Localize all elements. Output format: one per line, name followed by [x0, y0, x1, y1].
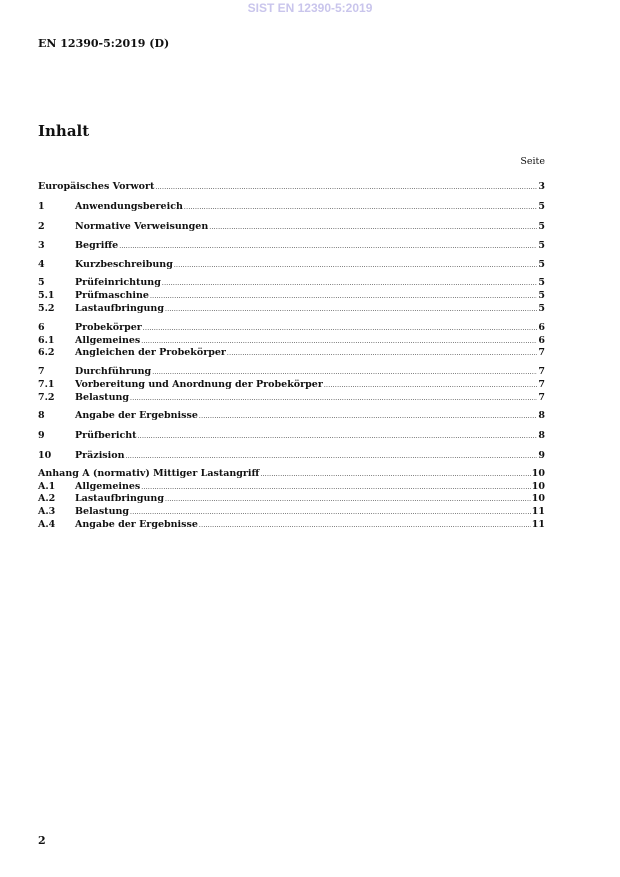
page-number: 2	[38, 834, 46, 847]
toc-leader-dots	[155, 181, 537, 194]
toc-number: 6.2	[38, 347, 55, 358]
toc-number: A.4	[38, 519, 56, 530]
toc-number: 6	[38, 322, 45, 333]
toc-entry[interactable]	[38, 346, 545, 359]
toc-label: Lastaufbringung	[75, 303, 164, 314]
toc-page: 3	[538, 181, 545, 192]
toc-leader-dots	[138, 430, 538, 443]
page-column-label: Seite	[520, 156, 545, 167]
toc-leader-dots	[184, 201, 537, 214]
toc-label: Anhang A (normativ) Mittiger Lastangriff	[38, 468, 260, 479]
toc-page: 11	[531, 519, 545, 530]
toc-page: 5	[538, 221, 545, 232]
toc-label: Anwendungsbereich	[75, 201, 183, 212]
toc-entry[interactable]	[38, 289, 545, 302]
toc-number: 5	[38, 277, 45, 288]
toc-label: Probekörper	[75, 322, 142, 333]
toc-number: 1	[38, 201, 45, 212]
toc-entry[interactable]	[38, 409, 545, 422]
toc-page: 5	[538, 240, 545, 251]
toc-leader-dots	[165, 303, 537, 316]
toc-label: Allgemeines	[75, 481, 141, 492]
toc-leader-dots	[119, 240, 537, 253]
toc-page: 5	[538, 201, 545, 212]
toc-number: 9	[38, 430, 45, 441]
toc-entry[interactable]	[38, 180, 545, 193]
toc-page: 5	[538, 303, 545, 314]
toc-leader-dots	[199, 519, 531, 532]
toc-leader-dots	[174, 259, 538, 272]
toc-entry[interactable]	[38, 200, 545, 213]
toc-page: 6	[538, 335, 545, 346]
toc-page: 8	[538, 430, 545, 441]
toc-page: 9	[538, 450, 545, 461]
toc-entry[interactable]	[38, 239, 545, 252]
toc-entry[interactable]	[38, 220, 545, 233]
toc-page: 7	[538, 379, 545, 390]
toc-number: 7.1	[38, 379, 55, 390]
toc-label: Begriffe	[75, 240, 119, 251]
toc-label: Angleichen der Probekörper	[75, 347, 226, 358]
toc-page: 8	[538, 410, 545, 421]
toc-entry[interactable]	[38, 321, 545, 334]
toc-entry[interactable]	[38, 505, 545, 518]
toc-number: 5.2	[38, 303, 55, 314]
toc-page: 11	[531, 506, 545, 517]
toc-label: Prüfbericht	[75, 430, 137, 441]
toc-page: 7	[538, 392, 545, 403]
document-header: EN 12390-5:2019 (D)	[38, 37, 170, 50]
toc-number: 7.2	[38, 392, 55, 403]
toc-number: 8	[38, 410, 45, 421]
toc-number: 2	[38, 221, 45, 232]
toc-number: 4	[38, 259, 45, 270]
toc-number: A.1	[38, 481, 56, 492]
toc-entry[interactable]	[38, 429, 545, 442]
toc-page: 5	[538, 277, 545, 288]
toc-leader-dots	[130, 392, 537, 405]
toc-label: Angabe der Ergebnisse	[75, 410, 198, 421]
toc-leader-dots	[199, 410, 537, 423]
toc-entry[interactable]	[38, 492, 545, 505]
toc-page: 7	[538, 366, 545, 377]
toc-label: Prüfmaschine	[75, 290, 149, 301]
toc-entry[interactable]	[38, 449, 545, 462]
toc-entry[interactable]	[38, 258, 545, 271]
toc-label: Belastung	[75, 392, 130, 403]
toc-page: 5	[538, 290, 545, 301]
toc-entry[interactable]	[38, 302, 545, 315]
toc-entry[interactable]	[38, 365, 545, 378]
toc-entry[interactable]	[38, 276, 545, 289]
watermark: SIST EN 12390-5:2019	[247, 1, 373, 15]
toc-entry[interactable]	[38, 518, 545, 531]
toc-label: Durchführung	[75, 366, 152, 377]
toc-number: 6.1	[38, 335, 55, 346]
toc-number: A.3	[38, 506, 56, 517]
toc-entry[interactable]	[38, 467, 545, 480]
toc-number: 7	[38, 366, 45, 377]
toc-label: Lastaufbringung	[75, 493, 164, 504]
toc-label: Belastung	[75, 506, 130, 517]
toc-leader-dots	[227, 347, 537, 360]
page-title: Inhalt	[38, 122, 90, 140]
toc-label: Normative Verweisungen	[75, 221, 209, 232]
toc-label: Präzision	[75, 450, 125, 461]
toc-number: 3	[38, 240, 45, 251]
toc-label: Vorbereitung und Anordnung der Probekörper	[75, 379, 323, 390]
toc-label: Kurzbeschreibung	[75, 259, 173, 270]
toc-page: 10	[531, 493, 545, 504]
toc-page: 5	[538, 259, 545, 270]
toc-label: Allgemeines	[75, 335, 141, 346]
toc-entry[interactable]	[38, 378, 545, 391]
toc-label: Prüfeinrichtung	[75, 277, 161, 288]
toc-page: 6	[538, 322, 545, 333]
toc-number: 5.1	[38, 290, 55, 301]
toc-entry[interactable]	[38, 391, 545, 404]
toc-number: 10	[38, 450, 52, 461]
toc-page: 10	[531, 468, 545, 479]
toc-number: A.2	[38, 493, 56, 504]
toc-label: Angabe der Ergebnisse	[75, 519, 198, 530]
toc-leader-dots	[209, 221, 537, 234]
toc-page: 7	[538, 347, 545, 358]
toc-leader-dots	[126, 450, 538, 463]
toc-label: Europäisches Vorwort	[38, 181, 155, 192]
toc-page: 10	[531, 481, 545, 492]
